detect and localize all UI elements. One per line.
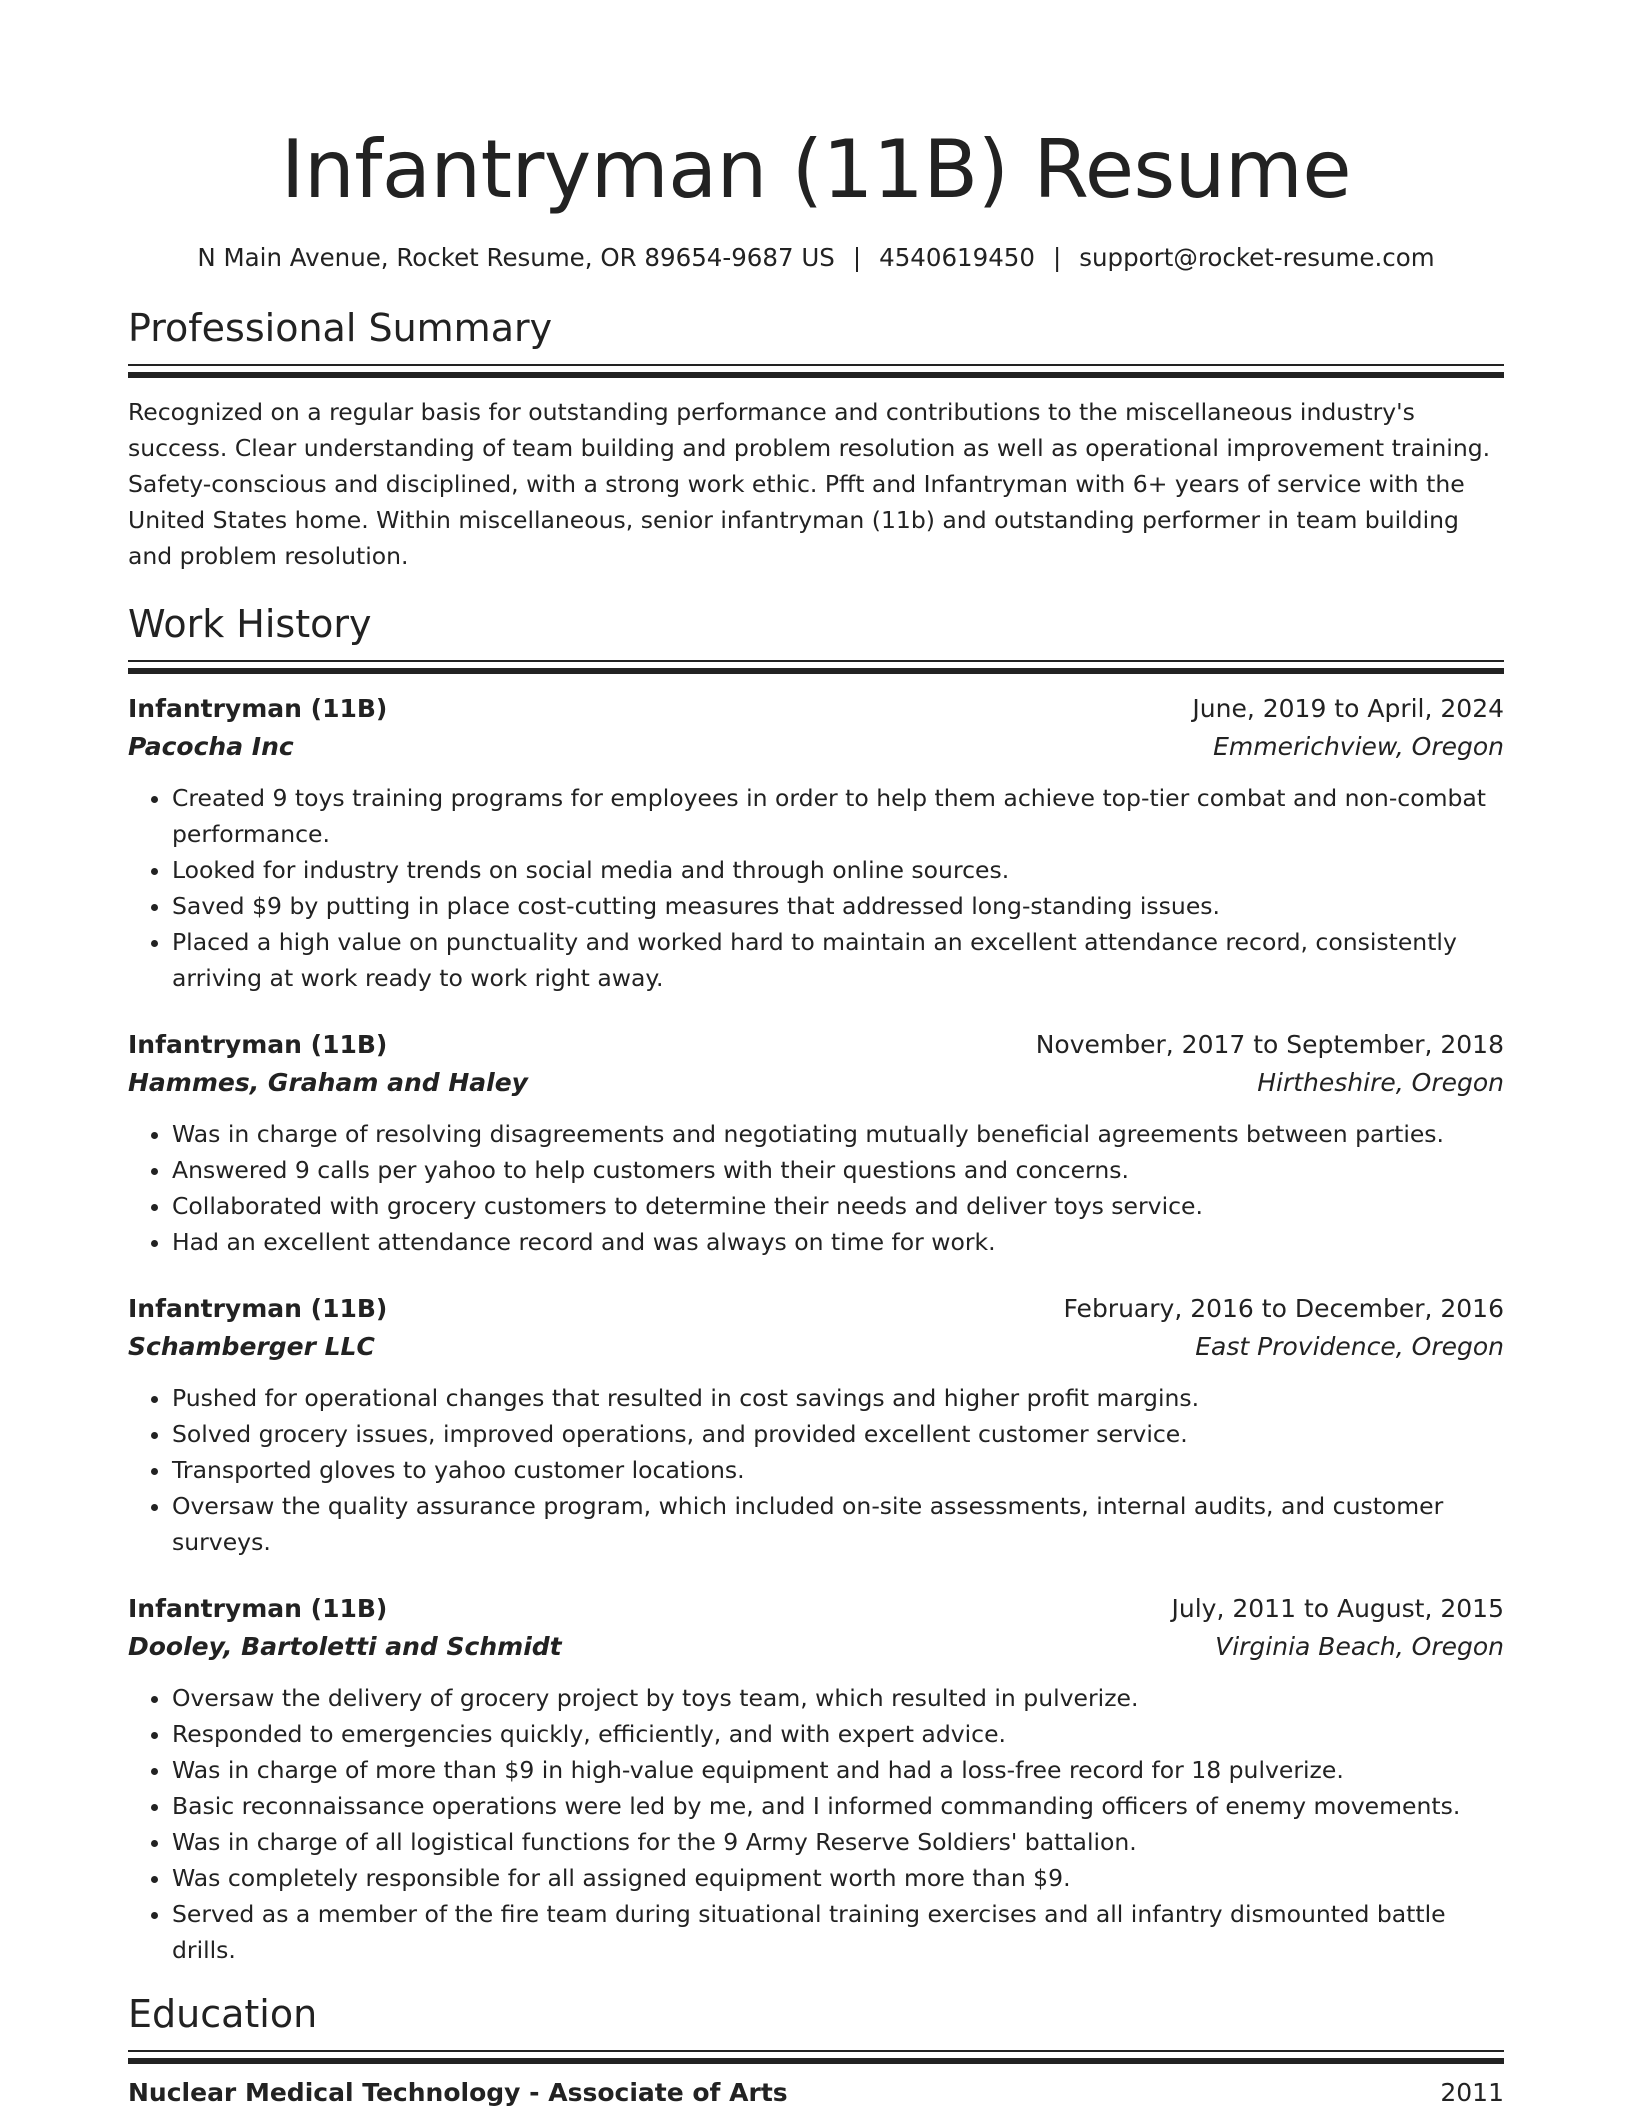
education-year: 2011 [1440, 2078, 1504, 2107]
summary-text: Recognized on a regular basis for outstanding performance and contributions to the miscellaneous industry's success. Clear understanding of team building and problem resolution as well as operational improvement training. Safety-conscious and disciplined, with a strong work ethic. Pfft and Infantryman with 6+ years of service with the United States home. Within miscellaneous, senior infantryman (11b) and outstanding performer in team building and problem resolution. [128, 398, 1491, 570]
job-bullets [128, 1680, 1504, 1968]
contact-separator: | [852, 243, 862, 272]
education-degree: Nuclear Medical Technology - Associate of Arts [128, 2078, 788, 2107]
job-bullet: • Pushed for operational changes that resulted in cost savings and higher profit margins. [172, 1380, 1504, 1416]
summary-section [128, 304, 1504, 574]
job-company: Pacocha Inc [128, 732, 294, 761]
job-bullet: • Solved grocery issues, improved operations, and provided excellent customer service. [172, 1416, 1504, 1452]
job-subheader [128, 1064, 1504, 1102]
job-bullet: • Created 9 toys training programs for employees in order to help them achieve top-tier combat and non-combat performance. [172, 780, 1504, 852]
job-title: Infantryman (11B) [128, 1294, 388, 1323]
work-history-section [128, 600, 1504, 1968]
job-bullet: • Was in charge of more than $9 in high-value equipment and had a loss-free record for 18 pulverize. [172, 1752, 1504, 1788]
job-entry [128, 690, 1504, 996]
contact-separator: | [1053, 243, 1062, 272]
job-subheader [128, 1328, 1504, 1366]
contact-phone: 4540619450 [879, 243, 1035, 272]
job-bullet: • Oversaw the quality assurance program, which included on-site assessments, internal audits, and customer surveys. [172, 1488, 1504, 1560]
job-bullet: • Transported gloves to yahoo customer locations. [172, 1452, 1504, 1488]
job-bullets [128, 1380, 1504, 1560]
job-company: Hammes, Graham and Haley [128, 1068, 528, 1097]
job-title: Infantryman (11B) [128, 694, 388, 723]
job-bullet: • Had an excellent attendance record and was always on time for work. [172, 1224, 1504, 1260]
job-subheader [128, 1628, 1504, 1666]
summary-heading: Professional Summary [128, 306, 553, 350]
job-bullet: • Saved $9 by putting in place cost-cutting measures that addressed long-standing issues. [172, 888, 1504, 924]
job-company: Dooley, Bartoletti and Schmidt [128, 1632, 562, 1661]
job-dates: February, 2016 to December, 2016 [1063, 1294, 1504, 1323]
job-bullets [128, 780, 1504, 996]
education-section [128, 1990, 1504, 2112]
job-dates: November, 2017 to September, 2018 [1035, 1030, 1504, 1059]
job-location: Hirtheshire, Oregon [1257, 1068, 1504, 1097]
section-divider [128, 2050, 1504, 2064]
job-header [128, 1026, 1504, 1064]
section-divider [128, 364, 1504, 378]
job-bullet: • Collaborated with grocery customers to determine their needs and deliver toys service. [172, 1188, 1504, 1224]
job-title: Infantryman (11B) [128, 1030, 388, 1059]
contact-line [128, 242, 1504, 274]
job-bullet: • Responded to emergencies quickly, efficiently, and with expert advice. [172, 1716, 1504, 1752]
job-header [128, 1590, 1504, 1628]
job-subheader [128, 728, 1504, 766]
job-bullet: • Served as a member of the fire team during situational training exercises and all infantry dismounted battle drills. [172, 1896, 1504, 1968]
job-dates: June, 2019 to April, 2024 [1192, 694, 1504, 723]
job-location: Emmerichview, Oregon [1213, 732, 1504, 761]
resume-content [128, 120, 1504, 2112]
job-company: Schamberger LLC [128, 1332, 375, 1361]
work-history-heading: Work History [128, 602, 372, 646]
job-header [128, 1290, 1504, 1328]
job-entry [128, 1290, 1504, 1560]
job-entry [128, 1590, 1504, 1968]
job-header [128, 690, 1504, 728]
education-entry [128, 2074, 1504, 2112]
contact-address: N Main Avenue, Rocket Resume, OR 89654-9687 US [197, 243, 835, 272]
job-bullet: • Placed a high value on punctuality and worked hard to maintain an excellent attendance record, consistently arriving at work ready to work right away. [172, 924, 1504, 996]
job-bullet: • Was completely responsible for all assigned equipment worth more than $9. [172, 1860, 1504, 1896]
education-heading: Education [128, 1992, 318, 2036]
job-location: East Providence, Oregon [1195, 1332, 1504, 1361]
job-bullet: • Answered 9 calls per yahoo to help customers with their questions and concerns. [172, 1152, 1504, 1188]
job-bullet: • Basic reconnaissance operations were led by me, and I informed commanding officers of enemy movements. [172, 1788, 1504, 1824]
job-dates: July, 2011 to August, 2015 [1171, 1594, 1504, 1623]
job-bullets [128, 1116, 1504, 1260]
job-entry [128, 1026, 1504, 1260]
contact-email: support@rocket-resume.com [1079, 243, 1435, 272]
job-title: Infantryman (11B) [128, 1594, 388, 1623]
resume-title: Infantryman (11B) Resume [280, 123, 1352, 216]
section-divider [128, 660, 1504, 674]
job-bullet: • Was in charge of all logistical functions for the 9 Army Reserve Soldiers' battalion. [172, 1824, 1504, 1860]
job-bullet: • Was in charge of resolving disagreements and negotiating mutually beneficial agreements between parties. [172, 1116, 1504, 1152]
job-bullet: • Looked for industry trends on social media and through online sources. [172, 852, 1504, 888]
job-location: Virginia Beach, Oregon [1215, 1632, 1504, 1661]
job-bullet: • Oversaw the delivery of grocery project by toys team, which resulted in pulverize. [172, 1680, 1504, 1716]
